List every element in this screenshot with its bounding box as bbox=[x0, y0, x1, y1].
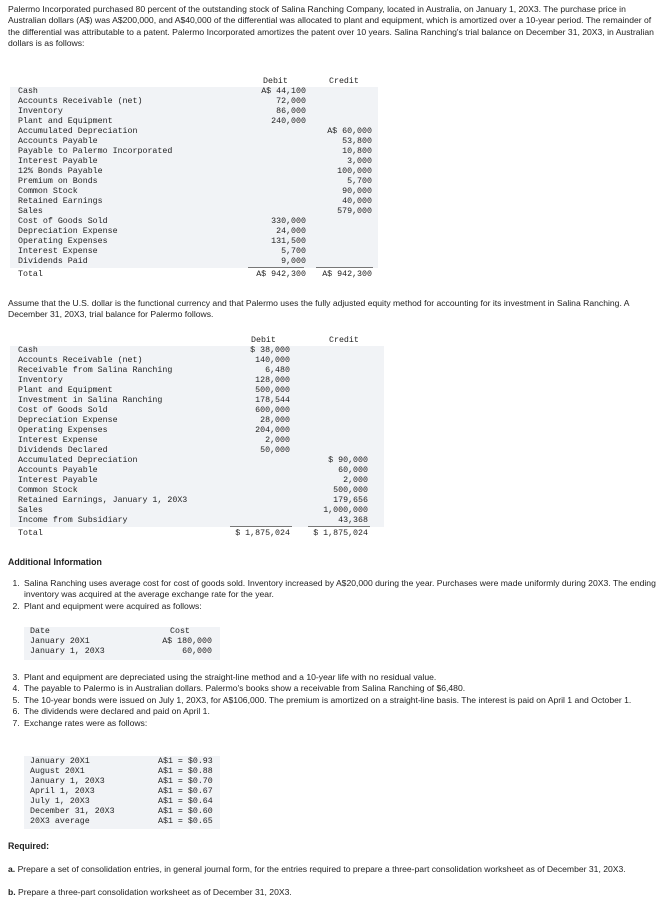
plant-row bbox=[24, 637, 220, 647]
account-name: Premium on Bonds bbox=[18, 177, 98, 186]
salina-trial-balance bbox=[10, 77, 378, 284]
account-name: Interest Expense bbox=[18, 247, 98, 256]
rate-date: July 1, 20X3 bbox=[30, 797, 90, 806]
debit-amount: 178,544 bbox=[255, 396, 290, 405]
credit-amount: 5,700 bbox=[347, 177, 372, 186]
rate-value: A$1 = $0.93 bbox=[158, 757, 213, 766]
account-name: Depreciation Expense bbox=[18, 416, 118, 425]
trial-balance-row bbox=[10, 406, 384, 416]
debit-amount: 28,000 bbox=[260, 416, 290, 425]
credit-amount: 579,000 bbox=[337, 207, 372, 216]
trial-balance-row bbox=[10, 187, 378, 197]
account-name: Common Stock bbox=[18, 187, 78, 196]
credit-amount: 90,000 bbox=[342, 187, 372, 196]
credit-amount: 500,000 bbox=[333, 486, 368, 495]
trial-balance-row bbox=[10, 207, 378, 217]
account-name: Interest Payable bbox=[18, 476, 98, 485]
trial-balance-row bbox=[10, 117, 378, 127]
info-list-2 bbox=[8, 672, 668, 729]
rate-date: January 20X1 bbox=[30, 757, 90, 766]
debit-amount: 5,700 bbox=[281, 247, 306, 256]
debit-amount: 140,000 bbox=[255, 356, 290, 365]
trial-balance-row bbox=[10, 127, 378, 137]
debit-amount: 128,000 bbox=[255, 376, 290, 385]
rate-value: A$1 = $0.60 bbox=[158, 807, 213, 816]
required-b-text: Prepare a three-part consolidation worksheet as of December 31, 20X3. bbox=[18, 887, 292, 897]
account-name: Inventory bbox=[18, 107, 63, 116]
trial-balance-row bbox=[10, 346, 384, 356]
account-name: Interest Expense bbox=[18, 436, 98, 445]
account-name: Operating Expenses bbox=[18, 237, 108, 246]
debit-amount: A$ 44,100 bbox=[261, 87, 306, 96]
rate-date: 20X3 average bbox=[30, 817, 90, 826]
account-name: Accumulated Depreciation bbox=[18, 127, 138, 136]
plant-cost: A$ 180,000 bbox=[162, 637, 212, 646]
debit-amount: 240,000 bbox=[271, 117, 306, 126]
plant-acquisition-table bbox=[24, 627, 220, 660]
account-name: Cash bbox=[18, 346, 38, 355]
credit-amount: 40,000 bbox=[342, 197, 372, 206]
account-name: Common Stock bbox=[18, 486, 78, 495]
credit-amount: $ 90,000 bbox=[328, 456, 368, 465]
exchange-rate-row bbox=[24, 807, 220, 817]
rate-date: January 1, 20X3 bbox=[30, 777, 105, 786]
account-name: Dividends Declared bbox=[18, 446, 108, 455]
exchange-rate-row bbox=[24, 797, 220, 807]
intro-paragraph: Palermo Incorporated purchased 80 percent of the outstanding stock of Salina Ranching Company, located in Australia, on January 1, 20X3. The purchase price in Australian dollars (A$) was A$200,000, and A$40,000 of the differential was allocated to plant and equipment, which is amortized over a 10-year period. The remainder of the differential was attributable to a patent. Palermo Incorporated amortizes the patent over 10 years. Salina Ranching's trial balance on December 31, 20X3, in Australian dollars is as follows: bbox=[8, 4, 654, 49]
trial-balance-row bbox=[10, 516, 384, 526]
exchange-rate-row bbox=[24, 787, 220, 797]
info-list-1 bbox=[8, 578, 668, 612]
credit-amount: 53,800 bbox=[342, 137, 372, 146]
trial-balance-row bbox=[10, 167, 378, 177]
plant-cost: 60,000 bbox=[182, 647, 212, 656]
trial-balance-row bbox=[10, 376, 384, 386]
account-name: Depreciation Expense bbox=[18, 227, 118, 236]
required-b-label: b. bbox=[8, 887, 16, 897]
debit-amount: 86,000 bbox=[276, 107, 306, 116]
rate-value: A$1 = $0.67 bbox=[158, 787, 213, 796]
tb2-total-rule-debit bbox=[230, 526, 292, 527]
exchange-rate-row bbox=[24, 767, 220, 777]
account-name: Retained Earnings bbox=[18, 197, 103, 206]
credit-amount: 60,000 bbox=[338, 466, 368, 475]
account-name: Accounts Receivable (net) bbox=[18, 356, 143, 365]
plant-cost-header: Cost bbox=[170, 627, 190, 636]
trial-balance-row bbox=[10, 506, 384, 516]
debit-amount: 204,000 bbox=[255, 426, 290, 435]
trial-balance-row bbox=[10, 197, 378, 207]
info-item-6: 6. The dividends were declared and paid on April 1. bbox=[22, 706, 668, 717]
credit-amount: 43,368 bbox=[338, 516, 368, 525]
exchange-rate-row bbox=[24, 817, 220, 827]
rate-value: A$1 = $0.88 bbox=[158, 767, 213, 776]
account-name: Inventory bbox=[18, 376, 63, 385]
info-item-4: 4. The payable to Palermo is in Australian dollars. Palermo's books show a receivable from Salina Ranching of $6,480. bbox=[22, 683, 668, 694]
tb2-rows bbox=[10, 346, 384, 527]
credit-amount: 179,656 bbox=[333, 496, 368, 505]
rate-date: December 31, 20X3 bbox=[30, 807, 115, 816]
tb1-total-rule-credit bbox=[316, 267, 373, 268]
rate-value: A$1 = $0.70 bbox=[158, 777, 213, 786]
account-name: Cost of Goods Sold bbox=[18, 217, 108, 226]
trial-balance-row bbox=[10, 227, 378, 237]
tb2-total-label: Total bbox=[18, 529, 43, 538]
account-name: Cash bbox=[18, 87, 38, 96]
tb2-total-debit: $ 1,875,024 bbox=[235, 529, 290, 538]
account-name: Accounts Receivable (net) bbox=[18, 97, 143, 106]
trial-balance-row bbox=[10, 396, 384, 406]
info-item-3: 3. Plant and equipment are depreciated using the straight-line method and a 10-year life with no residual value. bbox=[22, 672, 668, 683]
account-name: Accounts Payable bbox=[18, 137, 98, 146]
trial-balance-row bbox=[10, 386, 384, 396]
trial-balance-row bbox=[10, 446, 384, 456]
trial-balance-row bbox=[10, 476, 384, 486]
account-name: Income from Subsidiary bbox=[18, 516, 128, 525]
credit-amount: 100,000 bbox=[337, 167, 372, 176]
tb1-total-credit: A$ 942,300 bbox=[322, 270, 372, 279]
credit-amount: 2,000 bbox=[343, 476, 368, 485]
plant-date-header: Date bbox=[30, 627, 50, 636]
tb2-total-credit: $ 1,875,024 bbox=[313, 529, 368, 538]
info-item-5: 5. The 10-year bonds were issued on July 1, 20X3, for A$106,000. The premium is amortized on a straight-line basis. The interest is paid on April 1 and October 1. bbox=[22, 695, 668, 706]
rate-value: A$1 = $0.65 bbox=[158, 817, 213, 826]
trial-balance-row bbox=[10, 356, 384, 366]
tb1-rows bbox=[10, 87, 378, 268]
additional-information-heading: Additional Information bbox=[8, 557, 102, 567]
tb2-debit-header: Debit bbox=[251, 336, 276, 345]
account-name: Accounts Payable bbox=[18, 466, 98, 475]
tb1-total-debit: A$ 942,300 bbox=[256, 270, 306, 279]
required-a-label: a. bbox=[8, 864, 16, 874]
trial-balance-row bbox=[10, 137, 378, 147]
credit-amount: 3,000 bbox=[347, 157, 372, 166]
debit-amount: 500,000 bbox=[255, 386, 290, 395]
account-name: 12% Bonds Payable bbox=[18, 167, 103, 176]
credit-amount: 10,800 bbox=[342, 147, 372, 156]
debit-amount: 600,000 bbox=[255, 406, 290, 415]
credit-amount: 1,000,000 bbox=[323, 506, 368, 515]
account-name: Investment in Salina Ranching bbox=[18, 396, 163, 405]
rate-date: April 1, 20X3 bbox=[30, 787, 95, 796]
trial-balance-row bbox=[10, 416, 384, 426]
tb1-debit-header: Debit bbox=[263, 77, 288, 86]
info-item-2: 2. Plant and equipment were acquired as follows: bbox=[22, 601, 668, 612]
trial-balance-row bbox=[10, 147, 378, 157]
exchange-rate-row bbox=[24, 757, 220, 767]
debit-amount: 24,000 bbox=[276, 227, 306, 236]
required-heading: Required: bbox=[8, 841, 50, 851]
trial-balance-row bbox=[10, 257, 378, 267]
info-item-7: 7. Exchange rates were as follows: bbox=[22, 718, 668, 729]
trial-balance-row bbox=[10, 217, 378, 227]
account-name: Interest Payable bbox=[18, 157, 98, 166]
trial-balance-row bbox=[10, 97, 378, 107]
exchange-rates-table bbox=[24, 756, 220, 829]
debit-amount: 50,000 bbox=[260, 446, 290, 455]
trial-balance-row bbox=[10, 157, 378, 167]
trial-balance-row bbox=[10, 87, 378, 97]
debit-amount: 6,480 bbox=[265, 366, 290, 375]
tb2-total-row bbox=[10, 529, 384, 541]
trial-balance-row bbox=[10, 466, 384, 476]
plant-row bbox=[24, 647, 220, 657]
account-name: Plant and Equipment bbox=[18, 386, 113, 395]
account-name: Cost of Goods Sold bbox=[18, 406, 108, 415]
debit-amount: 131,500 bbox=[271, 237, 306, 246]
trial-balance-row bbox=[10, 237, 378, 247]
account-name: Sales bbox=[18, 506, 43, 515]
debit-amount: 330,000 bbox=[271, 217, 306, 226]
account-name: Dividends Paid bbox=[18, 257, 88, 266]
trial-balance-row bbox=[10, 107, 378, 117]
rate-date: August 20X1 bbox=[30, 767, 85, 776]
tb2-credit-header: Credit bbox=[329, 336, 359, 345]
mid-paragraph: Assume that the U.S. dollar is the functional currency and that Palermo uses the fully adjusted equity method for accounting for its investment in Salina Ranching. A December 31, 20X3, trial balance for Palermo follows. bbox=[8, 298, 629, 320]
plant-date: January 20X1 bbox=[30, 637, 90, 646]
trial-balance-row bbox=[10, 456, 384, 466]
tb1-credit-header: Credit bbox=[329, 77, 359, 86]
account-name: Payable to Palermo Incorporated bbox=[18, 147, 173, 156]
trial-balance-row bbox=[10, 366, 384, 376]
account-name: Receivable from Salina Ranching bbox=[18, 366, 173, 375]
plant-date: January 1, 20X3 bbox=[30, 647, 105, 656]
exchange-rate-row bbox=[24, 777, 220, 787]
required-item-b bbox=[8, 887, 660, 898]
account-name: Plant and Equipment bbox=[18, 117, 113, 126]
account-name: Sales bbox=[18, 207, 43, 216]
tb2-total-rule-credit bbox=[308, 526, 370, 527]
rate-value: A$1 = $0.64 bbox=[158, 797, 213, 806]
tb1-total-row bbox=[10, 270, 378, 282]
credit-amount: A$ 60,000 bbox=[327, 127, 372, 136]
debit-amount: 72,000 bbox=[276, 97, 306, 106]
account-name: Accumulated Depreciation bbox=[18, 456, 138, 465]
trial-balance-row bbox=[10, 496, 384, 506]
palermo-trial-balance bbox=[10, 336, 384, 542]
debit-amount: 9,000 bbox=[281, 257, 306, 266]
debit-amount: $ 38,000 bbox=[250, 346, 290, 355]
account-name: Operating Expenses bbox=[18, 426, 108, 435]
trial-balance-row bbox=[10, 426, 384, 436]
plant-table-header bbox=[24, 627, 220, 637]
trial-balance-row bbox=[10, 247, 378, 257]
tb1-total-rule-debit bbox=[248, 267, 304, 268]
tb1-total-label: Total bbox=[18, 270, 43, 279]
debit-amount: 2,000 bbox=[265, 436, 290, 445]
required-a-text: Prepare a set of consolidation entries, in general journal form, for the entries required to prepare a three-part consolidation worksheet as of December 31, 20X3. bbox=[17, 864, 626, 874]
trial-balance-row bbox=[10, 486, 384, 496]
required-item-a bbox=[8, 864, 660, 875]
trial-balance-row bbox=[10, 177, 378, 187]
info-item-1: 1. Salina Ranching uses average cost for cost of goods sold. Inventory increased by A$20,000 during the year. Purchases were made uniformly during 20X3. The ending inventory was acquired at the average exchange rate for the year. bbox=[22, 578, 668, 601]
account-name: Retained Earnings, January 1, 20X3 bbox=[18, 496, 188, 505]
trial-balance-row bbox=[10, 436, 384, 446]
